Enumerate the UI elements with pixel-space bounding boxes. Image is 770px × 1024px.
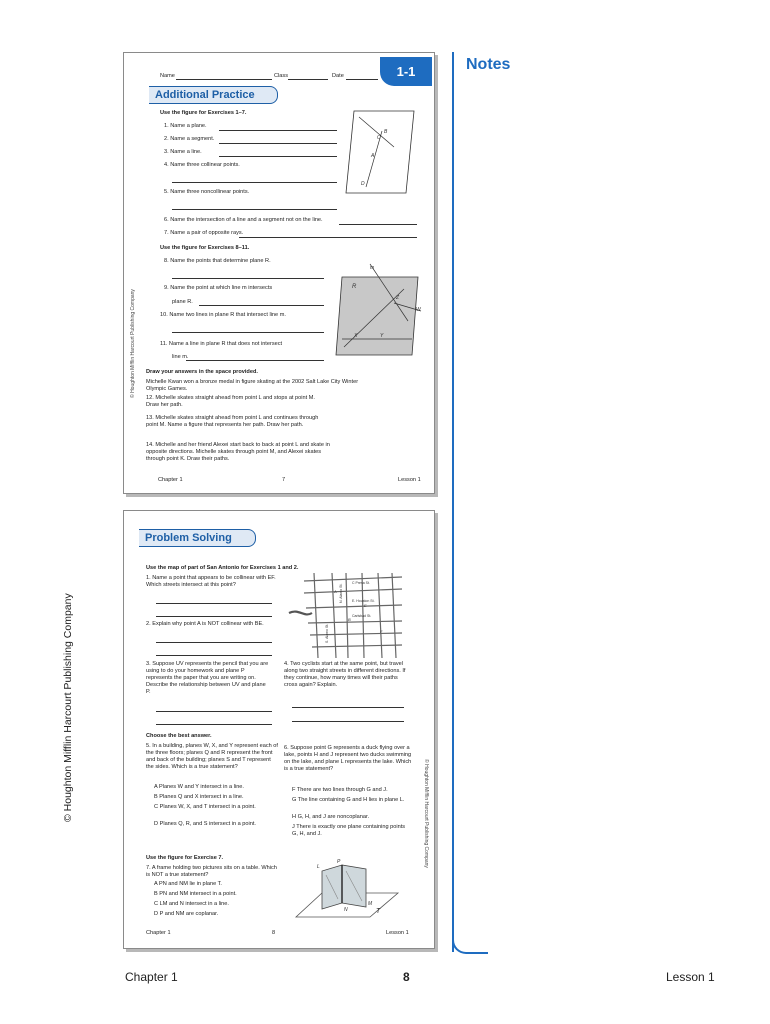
page-footer-lesson: Lesson 1 — [666, 970, 715, 984]
section-heading: Draw your answers in the space provided. — [146, 369, 258, 375]
answer-line[interactable] — [156, 642, 272, 643]
option-5a[interactable]: A Planes W and Y intersect in a line. — [154, 784, 244, 790]
plane-shape — [346, 111, 414, 193]
option-5c[interactable]: C Planes W, X, and T intersect in a point. — [154, 804, 256, 810]
point-label-y: Y — [380, 333, 384, 339]
date-field[interactable] — [346, 79, 378, 80]
section-heading: Use the figure for Exercises 8–11. — [160, 245, 250, 251]
section-heading: Use the map of part of San Antonio for Exercises 1 and 2. — [146, 565, 299, 571]
option-7c[interactable]: C LM and N intersect in a line. — [154, 901, 229, 907]
option-7d[interactable]: D P and NM are coplanar. — [154, 911, 219, 917]
point-label-p: P — [337, 859, 341, 865]
class-field[interactable] — [288, 79, 328, 80]
exercise-9: 9. Name the point at which line m intersects — [164, 285, 273, 291]
answer-line[interactable] — [156, 655, 272, 656]
answer-line[interactable] — [219, 130, 337, 131]
class-label: Class — [274, 73, 288, 79]
plane-figure-2 — [332, 261, 424, 356]
street-label: Carlsbad St. — [352, 614, 372, 618]
answer-line[interactable] — [219, 156, 337, 157]
copyright-notice: © Houghton Mifflin Harcourt Publishing Company — [62, 593, 74, 822]
plane-figure-1 — [344, 107, 416, 197]
copyright-vertical: © Houghton Mifflin Harcourt Publishing Company — [423, 759, 429, 868]
line-label-m: m — [370, 265, 375, 271]
exercise-4: 4. Two cyclists start at the same point, but travel along two straight streets in different directions. If they continue, how many times will their paths cross again? Explain. — [284, 661, 406, 688]
option-6f[interactable]: F There are two lines through G and J. — [292, 787, 388, 793]
exercise-5: 5. In a building, planes W, X, and Y represent each of the three floors; planes Q and R represent the front and back of the building; planes S and T represent the sides. Which is a true statement? — [146, 743, 278, 770]
san-antonio-map — [284, 573, 404, 658]
exercise-6: 6. Name the intersection of a line and a segment not on the line. — [164, 217, 323, 223]
footer-lesson: Lesson 1 — [398, 477, 421, 483]
option-5b[interactable]: B Planes Q and X intersect in a line. — [154, 794, 244, 800]
option-7b[interactable]: B PN and NM intersect in a point. — [154, 891, 237, 897]
answer-line[interactable] — [172, 182, 337, 183]
map-point-b: B — [348, 617, 351, 622]
footer-page: 8 — [272, 930, 276, 936]
answer-line[interactable] — [172, 209, 337, 210]
problem-solving-page — [123, 510, 435, 949]
exercise-7: 7. Name a pair of opposite rays. — [164, 230, 244, 236]
answer-line[interactable] — [199, 305, 324, 306]
point-label-w: W — [416, 307, 421, 313]
footer-chapter: Chapter 1 — [146, 930, 171, 936]
option-5d[interactable]: D Planes Q, R, and S intersect in a point. — [154, 821, 256, 827]
name-field[interactable] — [176, 79, 272, 80]
answer-line[interactable] — [156, 603, 272, 604]
street-label: C Presa St. — [352, 581, 370, 585]
notes-title: Notes — [466, 56, 511, 73]
exercise-13: 13. Michelle skates straight ahead from point L and continues through point M. Name a figure that represents her path. Draw her path. — [146, 415, 319, 428]
street-label: S. Alamo St. — [325, 623, 329, 643]
point-label-l: L — [317, 864, 320, 870]
footer-page: 7 — [282, 477, 286, 483]
exercise-3: 3. Suppose UV represents the pencil that you are using to do your homework and plane P represents the paper that you are writing on. Describe the relationship between UV and plane P. — [146, 661, 269, 695]
answer-line[interactable] — [172, 332, 324, 333]
exercise-5: 5. Name three noncollinear points. — [164, 189, 250, 195]
point-label-b: B — [384, 129, 388, 135]
picture-frame-figure — [292, 853, 402, 928]
additional-practice-page — [123, 52, 435, 494]
point-label-x: X — [354, 333, 358, 339]
exercise-8: 8. Name the points that determine plane R. — [164, 258, 271, 264]
footer-lesson: Lesson 1 — [386, 930, 409, 936]
answer-line[interactable] — [186, 360, 324, 361]
answer-line[interactable] — [156, 724, 272, 725]
footer-chapter: Chapter 1 — [158, 477, 183, 483]
plane-label-r: R — [352, 284, 357, 290]
date-label: Date — [332, 73, 344, 79]
section-banner: Additional Practice — [149, 86, 278, 104]
street-label: N. Alamo St. — [339, 583, 343, 603]
exercise-4: 4. Name three collinear points. — [164, 162, 240, 168]
answer-line[interactable] — [156, 616, 272, 617]
page-footer-number: 8 — [403, 970, 410, 984]
section-heading: Use the figure for Exercise 7. — [146, 855, 224, 861]
point-label-a: A — [371, 153, 375, 159]
section-banner: Problem Solving — [139, 529, 256, 547]
exercise-10: 10. Name two lines in plane R that intersect line m. — [160, 312, 286, 318]
notes-divider-curve — [452, 930, 488, 954]
answer-line[interactable] — [156, 711, 272, 712]
answer-line[interactable] — [339, 224, 417, 225]
name-label: Name — [160, 73, 175, 79]
exercise-2: 2. Name a segment. — [164, 136, 215, 142]
exercise-9-cont: plane R. — [172, 299, 193, 305]
exercise-1: 1. Name a point that appears to be collinear with EF. Which streets intersect at this point? — [146, 575, 276, 588]
section-heading: Use the figure for Exercises 1–7. — [160, 110, 247, 116]
exercise-14: 14. Michelle and her friend Alexei start back to back at point L and skate in opposite directions. Michelle skates through point M, and Alexei skates through point K. Draw their paths. — [146, 442, 330, 462]
answer-line[interactable] — [292, 707, 404, 708]
answer-line[interactable] — [292, 721, 404, 722]
exercise-11-cont: line m. — [172, 354, 189, 360]
point-label-d: D — [361, 181, 365, 187]
exercise-7: 7. A frame holding two pictures sits on a table. Which is NOT a true statement? — [146, 865, 277, 878]
exercise-12: 12. Michelle skates straight ahead from point L and stops at point M. Draw her path. — [146, 395, 315, 408]
exercise-2: 2. Explain why point A is NOT collinear with BE. — [146, 621, 264, 627]
notes-divider — [452, 52, 454, 952]
exercise-6: 6. Suppose point G represents a duck flying over a lake, points H and J represent two ducks swimming on the lake, and plane L represents the lake. Which is a true statement? — [284, 745, 412, 772]
answer-line[interactable] — [172, 278, 324, 279]
exercise-1: 1. Name a plane. — [164, 123, 207, 129]
point-label-z: Z — [396, 295, 400, 301]
option-7a[interactable]: A PN and NM lie in plane T. — [154, 881, 222, 887]
map-point-a: A — [334, 589, 337, 594]
point-label-m: M — [368, 901, 373, 907]
option-6h[interactable]: H G, H, and J are noncoplanar. — [292, 814, 370, 820]
intro-text: Michelle Kwan won a bronze medal in figure skating at the 2002 Salt Lake City Winter Olympic Games. — [146, 379, 359, 392]
point-label-n: N — [344, 907, 348, 913]
page-footer-chapter: Chapter 1 — [125, 970, 178, 984]
map-point-f: F — [380, 629, 383, 634]
answer-line[interactable] — [219, 143, 337, 144]
section-heading: Choose the best answer. — [146, 733, 212, 739]
plane-label-t: T — [376, 908, 381, 915]
copyright-vertical: © Houghton Mifflin Harcourt Publishing Company — [130, 289, 136, 398]
lesson-number-badge: 1-1 — [380, 57, 432, 86]
option-6j[interactable]: J There is exactly one plane containing points G, H, and J. — [292, 824, 406, 837]
answer-line[interactable] — [239, 237, 417, 238]
exercise-3: 3. Name a line. — [164, 149, 202, 155]
option-6g[interactable]: G The line containing G and H lies in plane L. — [292, 797, 405, 803]
point-label-c: C — [377, 135, 381, 141]
map-point-e: E — [364, 603, 367, 608]
exercise-11: 11. Name a line in plane R that does not intersect — [160, 341, 283, 347]
street-label: E. Houston St. — [352, 599, 375, 603]
